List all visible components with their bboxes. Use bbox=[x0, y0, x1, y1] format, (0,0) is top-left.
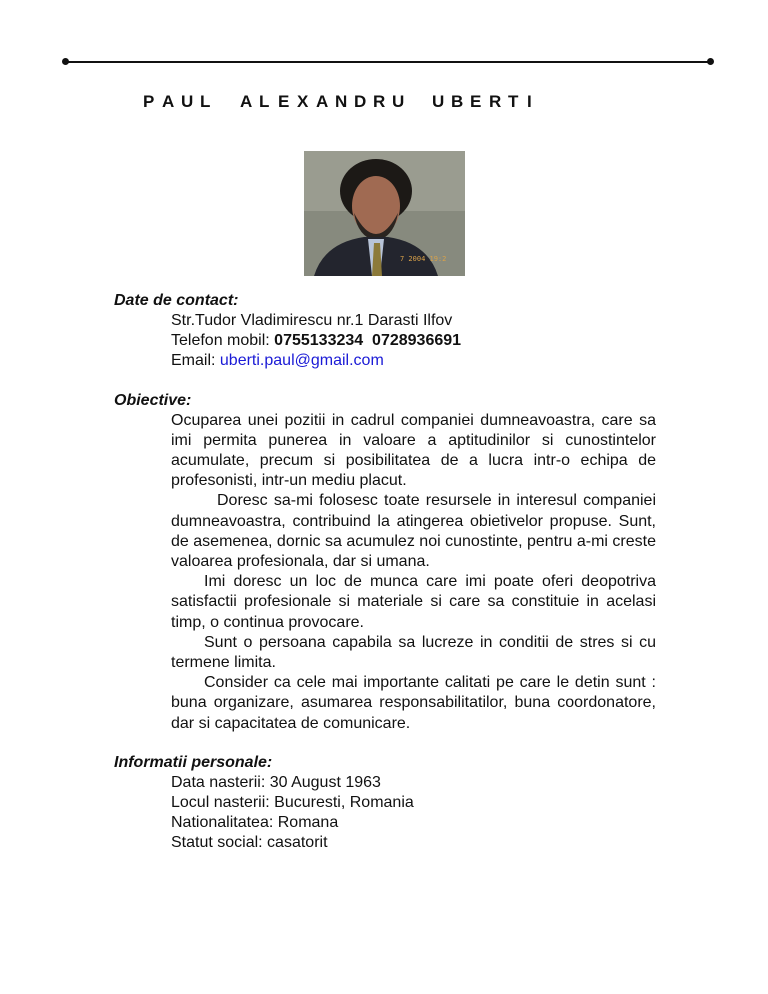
name-gap bbox=[411, 92, 432, 112]
objective-paragraph: Ocuparea unei pozitii in cadrul companiei dumneavoastra, care sa imi permita punerea in valoare a aptitudinilor si cunostintelor acumulate, precum si posibilitatea de a lucra intr-o echipa de profesonisti, intr-un mediu placut. bbox=[171, 411, 656, 490]
name-letter: R bbox=[489, 92, 502, 111]
objective-section bbox=[114, 391, 674, 734]
cv-content bbox=[114, 291, 674, 873]
email-link[interactable]: uberti.paul@gmail.com bbox=[219, 352, 384, 370]
name-letter: E bbox=[278, 92, 290, 111]
contact-phone bbox=[171, 331, 656, 351]
phone-numbers: 0755133234 0728936691 bbox=[274, 332, 462, 350]
personal-details bbox=[171, 773, 656, 854]
contact-details bbox=[171, 311, 656, 372]
name-letter: U bbox=[181, 92, 194, 111]
name-letter: T bbox=[508, 92, 519, 111]
name-gap bbox=[219, 92, 240, 112]
name-letter: N bbox=[335, 92, 348, 111]
name-letter: X bbox=[297, 92, 309, 111]
name-letter: E bbox=[470, 92, 482, 111]
profile-photo bbox=[304, 151, 465, 276]
candidate-name bbox=[143, 92, 643, 112]
contact-section bbox=[114, 291, 674, 372]
objective-paragraph: Doresc sa-mi folosesc toate resursele in interesul companiei dumneavoastra, contribuind la atingerea obietivelor propuse. Sunt, de asemenea, dornic sa acumulez noi cunostinte, pentru a-mi creste valoarea profesionala, dar si umana. bbox=[171, 492, 656, 571]
phone-label: Telefon mobil: bbox=[171, 332, 275, 350]
profile-photo-image bbox=[304, 151, 465, 276]
birth-date: Data nasterii: 30 August 1963 bbox=[171, 773, 381, 791]
objective-paragraph: Imi doresc un loc de munca care imi poate oferi deopotriva satisfactii profesionale si materiale si care sa constituie in acelasi timp, o continua provocare. bbox=[171, 573, 656, 631]
personal-section bbox=[114, 753, 674, 854]
name-letter: P bbox=[143, 92, 155, 111]
rule-right-dot bbox=[707, 58, 714, 65]
name-letter: I bbox=[527, 92, 532, 111]
contact-address: Str.Tudor Vladimirescu nr.1 Darasti Ilfov bbox=[171, 312, 453, 329]
name-letter: A bbox=[240, 92, 253, 111]
objective-title: Obiective: bbox=[114, 391, 192, 409]
photo-date-stamp: 7 2004 19:2 bbox=[400, 255, 447, 263]
contact-email bbox=[171, 351, 656, 371]
name-letter: A bbox=[162, 92, 175, 111]
name-letter: U bbox=[392, 92, 405, 111]
name-letter: L bbox=[200, 92, 211, 111]
name-letter: A bbox=[316, 92, 329, 111]
rule-left-dot bbox=[62, 58, 69, 65]
contact-title: Date de contact: bbox=[114, 292, 239, 309]
civil-status: Statut social: casatorit bbox=[171, 834, 328, 852]
name-letter: R bbox=[373, 92, 386, 111]
email-label: Email: bbox=[171, 352, 220, 370]
nationality: Nationalitatea: Romana bbox=[171, 814, 339, 832]
birth-place: Locul nasterii: Bucuresti, Romania bbox=[171, 794, 414, 812]
name-letter: U bbox=[432, 92, 445, 111]
objective-paragraph: Consider ca cele mai importante calitati pe care le detin sunt : buna organizare, asumarea responsabilitatilor, buna coordonatore, dar si capacitatea de comunicare. bbox=[171, 674, 656, 732]
objective-paragraph: Sunt o persoana capabila sa lucreze in conditii de stres si cu termene limita. bbox=[171, 633, 656, 672]
header-rule bbox=[66, 61, 711, 63]
name-letter: L bbox=[259, 92, 270, 111]
objective-text bbox=[171, 411, 656, 734]
name-letter: B bbox=[451, 92, 464, 111]
personal-title: Informatii personale: bbox=[114, 753, 273, 771]
name-letter: D bbox=[354, 92, 367, 111]
